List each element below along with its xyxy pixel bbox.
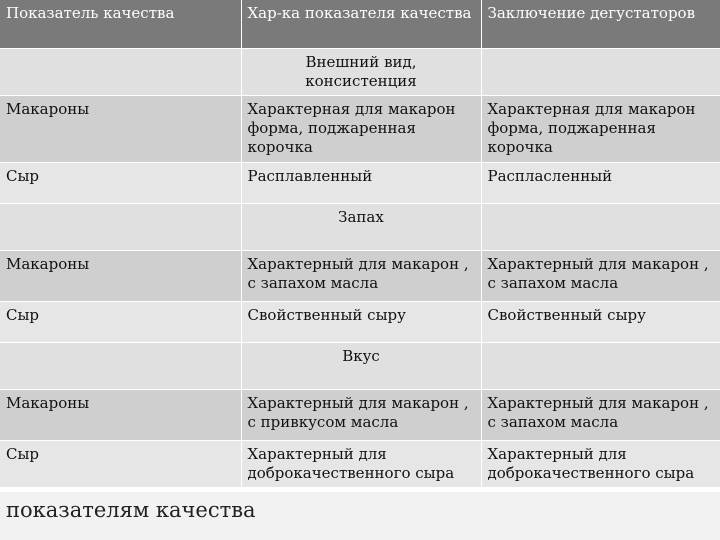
section-title: Вкус — [241, 343, 481, 390]
table-row — [0, 96, 720, 163]
row-verdict: Свойственный сыру — [481, 302, 720, 343]
row-verdict: Характерный для макарон , с запахом масла — [481, 390, 720, 441]
table-row — [0, 163, 720, 204]
row-spec: Характерная для макарон форма, поджаренная корочка — [241, 96, 481, 163]
row-label: Макароны — [0, 96, 241, 163]
table-row — [0, 441, 720, 488]
section-empty-cell — [0, 343, 241, 390]
section-empty-cell — [0, 204, 241, 251]
row-label: Макароны — [0, 390, 241, 441]
table-row — [0, 390, 720, 441]
section-title: Внешний вид, консистенция — [241, 49, 481, 96]
row-spec: Характерный для макарон , с запахом масла — [241, 251, 481, 302]
table-row — [0, 302, 720, 343]
section-empty-cell — [0, 49, 241, 96]
row-label: Макароны — [0, 251, 241, 302]
row-verdict: Распласленный — [481, 163, 720, 204]
header-row — [0, 0, 720, 49]
row-label: Сыр — [0, 163, 241, 204]
section-row — [0, 204, 720, 251]
header-cell: Заключение дегустаторов — [481, 0, 720, 49]
row-spec: Свойственный сыру — [241, 302, 481, 343]
row-label: Сыр — [0, 302, 241, 343]
section-row — [0, 49, 720, 96]
table-row — [0, 251, 720, 302]
row-spec: Характерный для макарон , с привкусом масла — [241, 390, 481, 441]
section-title: Запах — [241, 204, 481, 251]
row-label: Сыр — [0, 441, 241, 488]
row-verdict: Характерный для макарон , с запахом масла — [481, 251, 720, 302]
row-verdict: Характерная для макарон форма, поджаренная корочка — [481, 96, 720, 163]
section-empty-cell — [481, 343, 720, 390]
row-spec: Характерный для доброкачественного сыра — [241, 441, 481, 488]
header-cell: Показатель качества — [0, 0, 241, 49]
row-spec: Расплавленный — [241, 163, 481, 204]
row-verdict: Характерный для доброкачественного сыра — [481, 441, 720, 488]
section-empty-cell — [481, 49, 720, 96]
footer-text: показателям качества — [6, 498, 256, 522]
section-row — [0, 343, 720, 390]
header-cell: Хар-ка показателя качества — [241, 0, 481, 49]
section-empty-cell — [481, 204, 720, 251]
